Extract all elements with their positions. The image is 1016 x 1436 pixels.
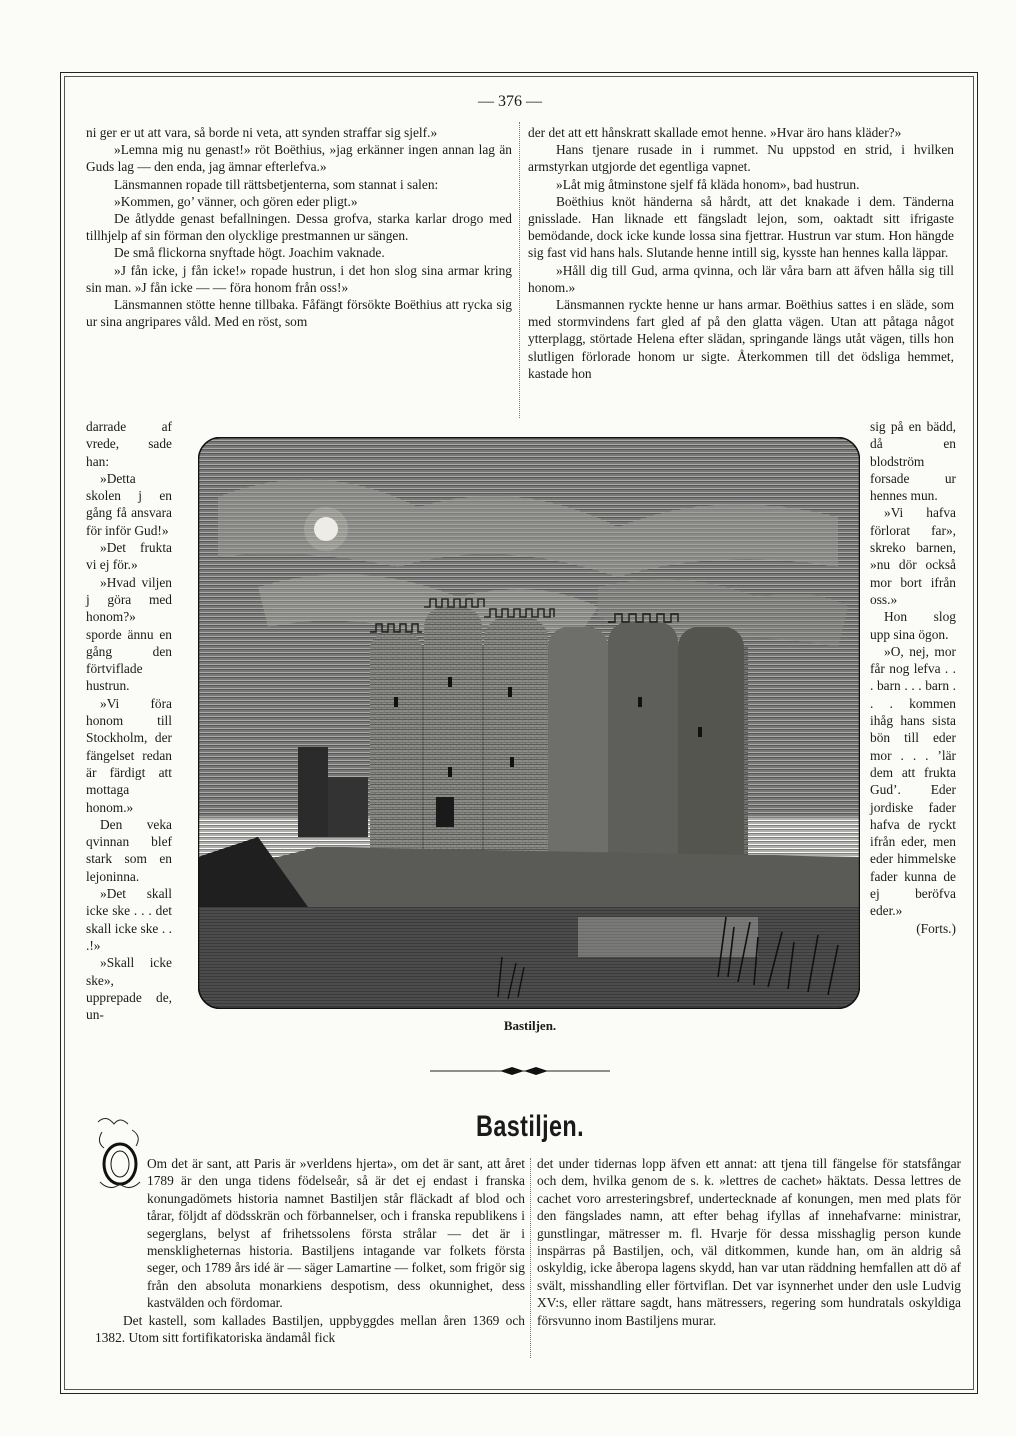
paragraph: De små flickorna snyftade högt. Joachim vaknade. [114,245,385,261]
column-rule [530,1158,531,1358]
paragraph: »Lemna mig nu genast!» röt Boëthius, »jag erkänner ingen annan lag än Guds lag — den enda, jag ämnar efterlefva.» [86,142,512,175]
paragraph: »Detta skolen j en gång få ansvara för inför Gud!» [86,470,172,538]
paragraph: Länsmannen stötte henne tillbaka. Fåfängt försökte Boëthius att rycka sig ur sina angripares våld. Med en röst, som [86,297,512,330]
bottom-left-column [95,1155,525,1346]
ornamental-divider [420,1064,620,1078]
paragraph: Boëthius knöt händerna så hårdt, att det knakade i dem. Tänderna gnisslade. Han liknade ett fängsladt lejon, som, oaktadt sitt ifrigaste bemödande, dock icke kunde lossa sina fjettrar. Hustrun var stum. Hon hängde sig fast vid hans hals. Slutande henne intill sig, kysste han hennes kalla läppar. [528,193,954,261]
paragraph: sig på en bädd, då en blodström forsade ur hennes mun. [870,419,956,504]
paragraph: Om det är sant, att Paris är »verldens hjerta», om det är sant, att året 1789 är den unga tidens födelseår, så är det ej endast i franska konungadömets historia namnet Bastiljen står fläckadt af blod och tårar, följdt af dödsskrän och förbannelser, och i franska republikens i segerglans, belyst af frihetssolens första strålar — det är i menskligheternas historia. Bastiljens intagande var folkets första seger, och 1789 års idé är — säger Lamartine — folket, som frigör sig från den absoluta monarkiens despotism, dess okunnighet, dess kastväldеn och fördomar. [147,1156,525,1311]
column-rule [519,122,520,418]
top-right-column [528,124,954,382]
paragraph: Den veka qvinnan blef stark som en lejoninna. [86,816,172,884]
illustration-caption: Bastiljen. [503,1018,557,1033]
paragraph: »Vi hafva förlorat far», skreko barnen, »nu dör också mor bort ifrån oss.» [870,505,956,607]
bottom-right-column [537,1155,961,1329]
article-title: Bastiljen. [476,1110,584,1143]
right-narrow-column [870,418,956,937]
paragraph: Länsmannen ryckte henne ur hans armar. Boëthius sattes i en släde, som med stormvindens fart gled af på den glatta vägen. Utan att påtaga något ytterplagg, störtade Helena efter slädan, springande längs utåt vägen, tills hon slutligen förlorade honom ur sigte. Återkommen till det ödsliga hemmet, kastade hon [528,297,954,381]
paragraph: »Kommen, go’ vänner, och gören eder pligt.» [114,193,358,209]
bastille-engraving [198,437,860,1009]
paragraph: »Hvad viljen j göra med honom?» sporde ännu en gång den förtviflade hustrun. [86,574,172,694]
paragraph: darrade af vrede, sade han: [86,419,172,469]
page-number: — 376 — [478,93,542,110]
paragraph: »Det frukta vi ej för.» [86,540,172,573]
paragraph: Länsmannen ropade till rättsbetjenterna, som stannat i salen: [114,176,439,192]
paragraph: Hans tjenare rusade in i rummet. Nu uppstod en strid, i hvilken armstyrkan utgjorde det egentliga vapnet. [528,142,954,175]
top-left-column [86,124,512,330]
paragraph: »Håll dig till Gud, arma qvinna, och lär våra barn att äfven hålla sig till honom.» [528,262,954,295]
paragraph: »Det skall icke ske . . . det skall icke ske . . .!» [86,886,172,953]
paragraph: »J fån icke, j fån icke!» ropade hustrun, i det hon slog sina armar kring sin man. »J fån icke — — föra honom från oss!» [86,262,512,295]
paragraph: det under tidernas lopp äfven ett annat: att tjena till fängelse för statsfångar och dem, hvilka genom de s. k. »lettres de cachet» häktats. Dessa lettres de cachet voro arresteringsbref, undertecknade af konungen, men med plats för den fängslades namn, att efter behag ifyllas af innehafvarne: ministrar, gunstlingar, mätresser m. fl. Hvarje för dessa misshaglig person kunde inspärras på Bastiljen, och, väl ditkommen, kunde han, om än aldrig så oskyldig, icke åberopa lagens skydd, han var utan räddning hemfallen att dö af svält, misshandling eller förtviflan. Det var isynnerhet under den usle Ludvig XV:s, eller rättare sagdt, hans mätressers, regering som hundratals oskyldiga försvunno inom Bastiljens murar. [537,1156,961,1328]
paragraph: »Skall icke ske», upprepade de, un- [86,955,172,1023]
paragraph: »Vi föra honom till Stockholm, der fängelset redan är färdigt att mottaga honom.» [86,695,172,815]
continued-note: (Forts.) [916,920,956,936]
paragraph: »Låt mig åtminstone sjelf få kläda honom», bad hustrun. [556,176,860,192]
paragraph: der det att ett hånskratt skallade emot henne. »Hvar äro hans kläder?» [528,125,902,140]
paragraph: Hon slog upp sina ögon. [870,609,956,642]
paragraph: »O, nej, mor får nog lefva . . . barn . . . barn . . . kommen ihåg hans sista bön till eder mor . . . ’lär dem att frukta Gud’. Eder jordiske fader hafva de ryckt ifrån eder, men eder himmelske fader kunna de ej beröfva eder.» [870,643,956,919]
fortress [370,599,748,877]
left-narrow-column [86,418,172,1023]
paragraph: ni ger er ut att vara, så borde ni veta, att synden straffar sig sjelf.» [86,125,438,140]
paragraph: De åtlydde genast befallningen. Dessa grofva, starka karlar drogo med tillhjelp af sin förman den olycklige prestmannen ur sängen. [86,211,512,244]
paragraph: Det kastell, som kallades Bastiljen, uppbyggdes mellan åren 1369 och 1382. Utom sitt fortifikatoriska ändamål fick [95,1312,525,1346]
